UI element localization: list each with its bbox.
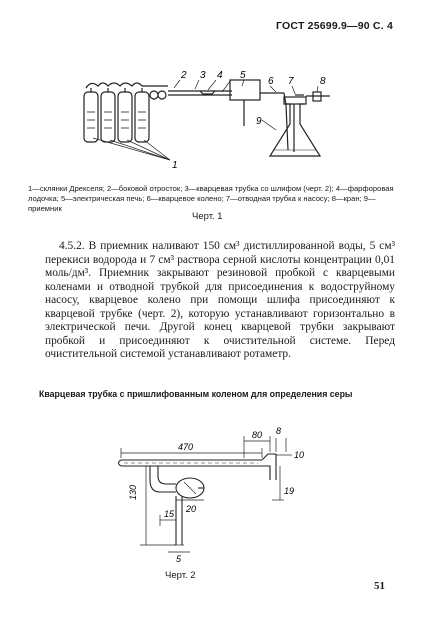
- dimension-label: 15: [164, 509, 175, 519]
- drechsel-bottle: [84, 88, 98, 142]
- dimension-label: 130: [128, 484, 138, 500]
- dimension-label: 10: [294, 450, 305, 460]
- dimension-label: 5: [176, 554, 182, 564]
- drechsel-bottle: [118, 88, 132, 142]
- apparatus-label: 4: [217, 70, 223, 81]
- apparatus-label: 2: [181, 70, 187, 81]
- body-paragraph: [45, 240, 395, 362]
- apparatus-label: 3: [200, 70, 206, 81]
- dimension-label: 8: [276, 426, 282, 436]
- apparatus-label: 8: [320, 76, 326, 87]
- figure-caption: Черт. 2: [165, 570, 196, 581]
- figure-legend: 1—склянки Дрекселя; 2—боковой отросток; 3—кварцевая трубка со шлифом (черт. 2); 4—фарфоровая лодочка; 5—электрическая печь; 6—кварцевое колено; 7—отводная трубка к насосу; 8—кран; 9—приемник: [28, 184, 394, 213]
- apparatus-label: 9: [256, 116, 262, 127]
- apparatus-label: 5: [240, 70, 246, 81]
- paragraph-text: 4.5.2. В приемник наливают 150 см³ дистиллированной воды, 5 см³ перекиси водорода и 7 см³ раствора серной кислоты концентрации 0,01 моль/дм³. Приемник закрывают резиновой пробкой с кварцевыми коленами и отводной трубкой для присоединения к водоструйному насосу, кварцевое колено при помощи шлифа присоединяют к кварцевой трубке (черт. 2), которую устанавливают горизонтально в электрической печи. Другой конец кварцевой трубки закрывают пробкой и присоединяют к очистительной системе. Перед очистительной системой устанавливают ротаметр.: [45, 240, 395, 360]
- dimension-label: 80: [252, 430, 263, 440]
- quartz-tube-drawing: [0, 400, 427, 570]
- apparatus-label: 6: [268, 76, 274, 87]
- apparatus-label: 1: [172, 160, 178, 171]
- page-header: ГОСТ 25699.9—90 С. 4: [276, 20, 393, 32]
- page-number: 51: [374, 580, 385, 592]
- dimension-label: 19: [284, 486, 295, 496]
- figure-title: Кварцевая трубка с пришлифованным коленом для определения серы: [39, 389, 353, 399]
- drechsel-bottle: [135, 88, 149, 142]
- dimension-label: 20: [186, 504, 197, 514]
- apparatus-label: 7: [288, 76, 294, 87]
- dimension-label: 470: [178, 442, 194, 452]
- drechsel-bottle: [101, 88, 115, 142]
- figure-caption: Черт. 1: [192, 211, 223, 222]
- apparatus-figure: [0, 0, 427, 185]
